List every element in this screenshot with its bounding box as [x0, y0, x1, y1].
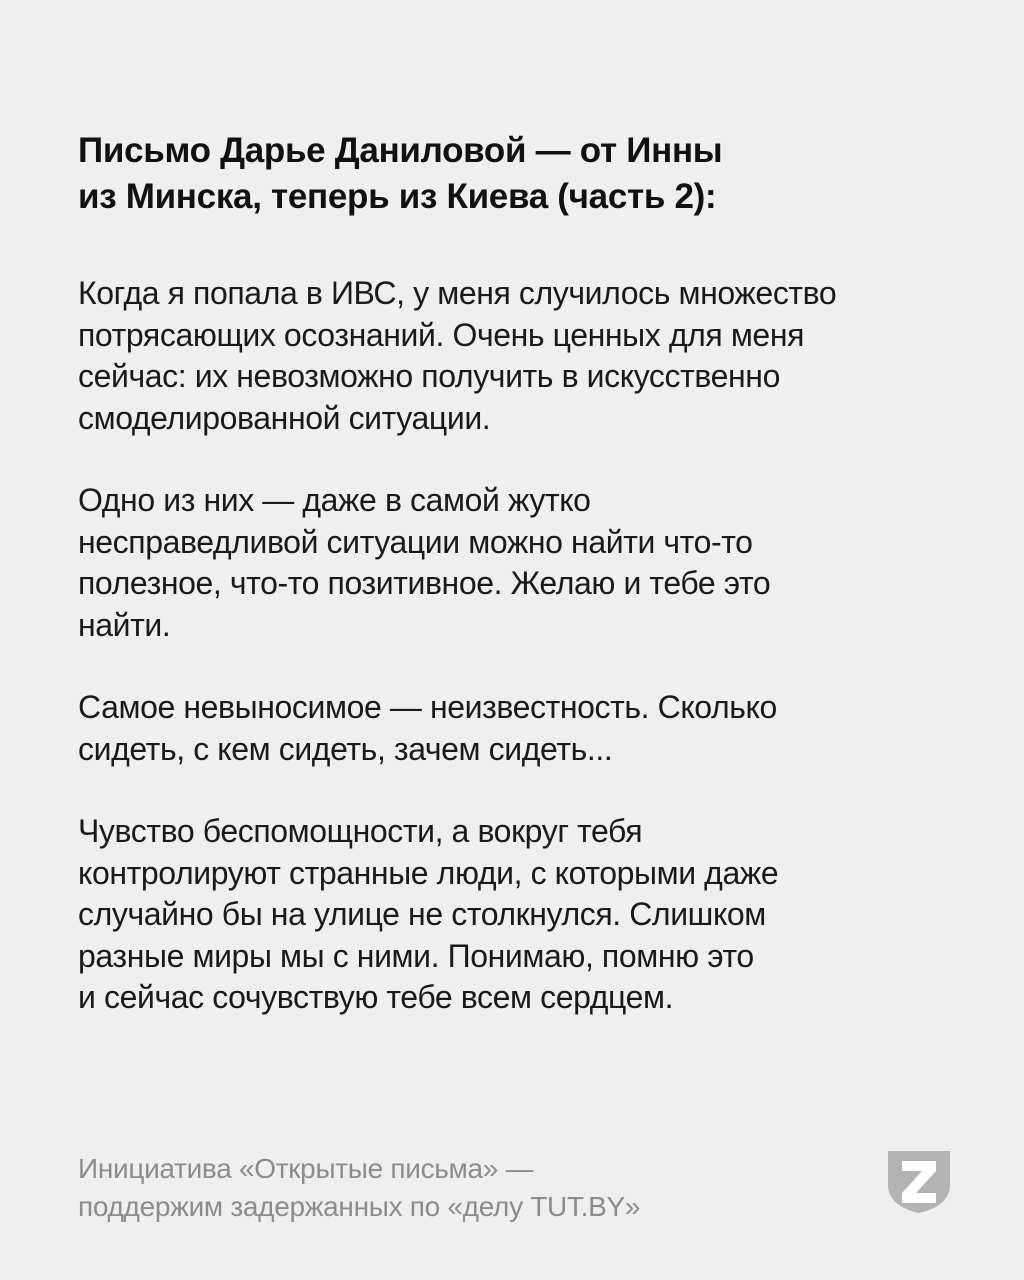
letter-title-line: из Минска, теперь из Киева (часть 2): — [78, 177, 717, 216]
letter-paragraph — [78, 273, 978, 439]
paragraph-line: Чувство беспомощности, а вокруг тебя — [78, 813, 643, 849]
paragraph-line: и сейчас сочувствую тебе всем сердцем. — [78, 979, 674, 1015]
paragraph-line: разные миры мы с ними. Понимаю, помню это — [78, 937, 754, 974]
paragraph-line: Самое невыносимое — неизвестность. Сколько — [78, 689, 777, 725]
letter-paragraph — [78, 687, 978, 770]
paragraph-line: Когда я попала в ИВС, у меня случилось множество — [78, 275, 837, 311]
paragraph-line: потрясающих осознаний. Очень ценных для меня — [78, 316, 805, 353]
letter-paragraph — [78, 480, 978, 646]
paragraph-line: Одно из них — даже в самой жутко — [78, 482, 591, 518]
paragraph-line: найти. — [78, 606, 171, 643]
letter-title-line: Письмо Дарье Даниловой — от Инны — [78, 131, 723, 170]
letter-paragraph — [78, 811, 978, 1019]
footer-caption — [78, 1150, 640, 1226]
paragraph-line: несправедливой ситуации можно найти что-то — [78, 523, 753, 560]
paragraph-line: смоделированной ситуации. — [78, 399, 491, 436]
footer-line: поддержим задержанных по «делу TUT.BY» — [78, 1191, 641, 1222]
paragraph-line: сейчас: их невозможно получить в искусственно — [78, 358, 780, 394]
paragraph-line: сидеть, с кем сидеть, зачем сидеть... — [78, 730, 613, 767]
paragraph-line: контролируют странные люди, с которыми даже — [78, 854, 779, 891]
letter-content — [78, 128, 978, 1060]
letter-title — [78, 128, 978, 220]
paragraph-line: случайно бы на улице не столкнулся. Слишком — [78, 896, 766, 932]
paragraph-line: полезное, что-то позитивное. Желаю и тебе это — [78, 565, 771, 601]
z-shield-logo-icon — [888, 1151, 950, 1213]
footer-line: Инициатива «Открытые письма» — — [78, 1153, 534, 1184]
